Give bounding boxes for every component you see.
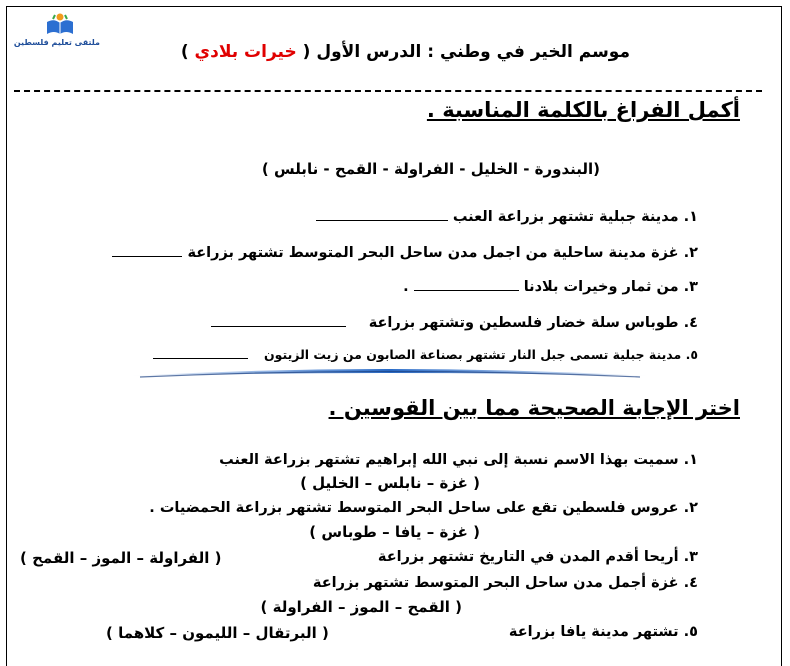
choice-question-3: ٣. أريحا أقدم المدن في التاريخ تشتهر بزراعة [377, 549, 698, 565]
dashed-divider [14, 90, 762, 92]
title-suffix: ) [180, 42, 189, 62]
choice-options-1[interactable]: ( غزة – نابلس – الخليل ) [300, 474, 480, 492]
blue-swoosh-divider [130, 362, 650, 384]
choice-options-5[interactable]: ( البرتقال – الليمون – كلاهما ) [106, 624, 329, 642]
fill-question-4 [211, 314, 698, 331]
choice-options-3[interactable]: ( الفراولة – الموز – القمح ) [20, 549, 222, 567]
fill-question-5 [153, 346, 698, 362]
answer-blank[interactable] [153, 346, 248, 359]
choice-question-1: ١. سميت بهذا الاسم نسبة إلى نبي الله إبراهيم تشتهر بزراعة العنب [219, 452, 698, 468]
choice-question-4: ٤. غزة أجمل مدن ساحل البحر المتوسط تشتهر بزراعة [312, 575, 698, 591]
fill-question-3 [403, 278, 698, 295]
answer-blank[interactable] [414, 278, 519, 291]
answer-blank[interactable] [316, 208, 448, 221]
section2-heading: اختر الإجابة الصحيحة مما بين القوسين . [328, 396, 740, 420]
question-end: . [403, 279, 409, 295]
question-text: ٤. طوباس سلة خضار فلسطين وتشتهر بزراعة [368, 315, 698, 331]
fill-question-2 [112, 244, 698, 261]
answer-blank[interactable] [112, 244, 182, 257]
book-icon [45, 12, 75, 36]
choice-options-4[interactable]: ( القمح – الموز – الفراولة ) [260, 598, 462, 616]
choice-options-2[interactable]: ( غزة – يافا – طوباس ) [309, 523, 480, 541]
answer-blank[interactable] [211, 314, 346, 327]
question-text: ١. مدينة جبلية تشتهر بزراعة العنب [452, 209, 698, 225]
site-logo [13, 10, 100, 56]
word-bank: (البندورة - الخليل - الفراولة - القمح - نابلس ) [261, 160, 600, 178]
section1-heading: أكمل الفراغ بالكلمة المناسبة . [426, 98, 740, 122]
fill-question-1 [316, 208, 698, 225]
logo-text: ملتقى تعليم فلسطين [13, 38, 100, 47]
question-text: ٣. من ثمار وخيرات بلادنا [523, 279, 698, 295]
choice-question-2: ٢. عروس فلسطين تقع على ساحل البحر المتوسط تشتهر بزراعة الحمضيات . [149, 500, 698, 516]
question-text: ٥. مدينة جبلية تسمى جبل النار تشتهر بصناعة الصابون من زيت الزيتون [264, 347, 698, 362]
title-highlight: خيرات بلادي [188, 42, 303, 62]
page-title [181, 42, 630, 62]
choice-question-5: ٥. تشتهر مدينة يافا بزراعة [508, 624, 698, 640]
title-prefix: موسم الخير في وطني : الدرس الأول ( [302, 42, 630, 62]
question-text: ٢. غزة مدينة ساحلية من اجمل مدن ساحل البحر المتوسط تشتهر بزراعة [187, 245, 698, 261]
